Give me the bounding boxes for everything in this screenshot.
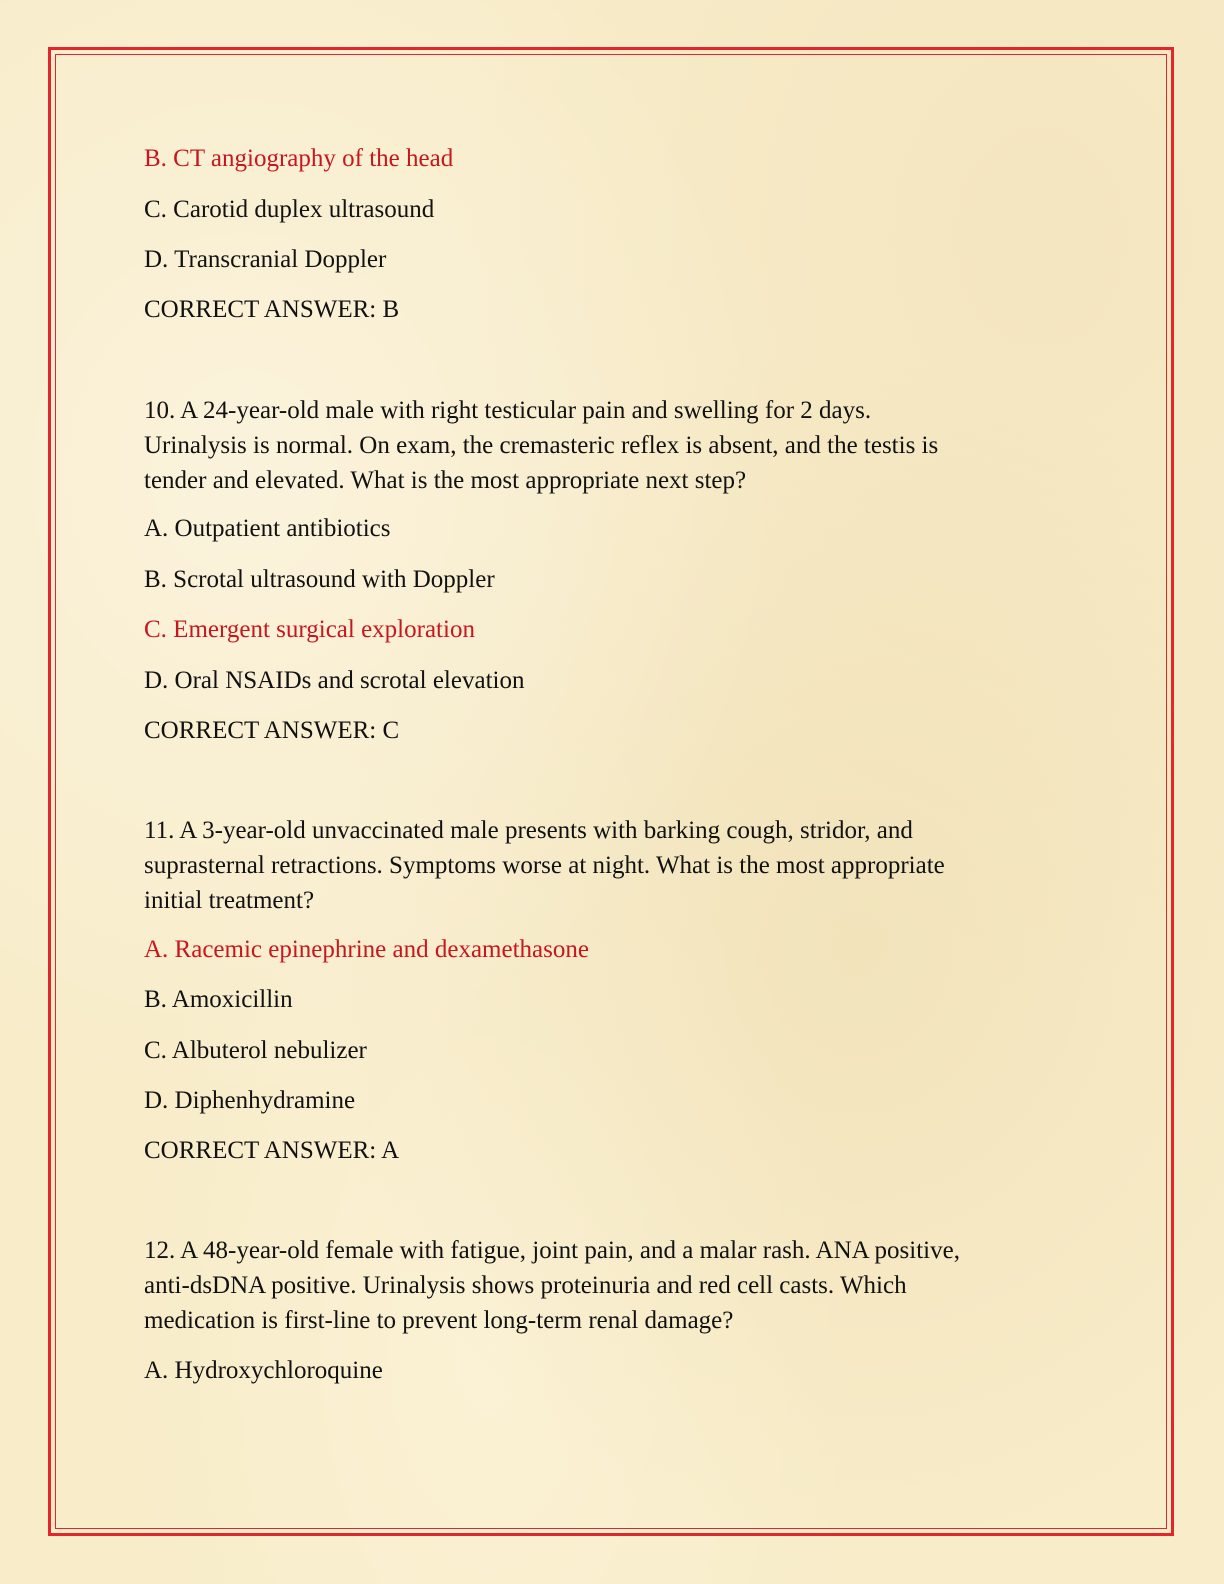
q10-option-c-correct: C. Emergent surgical exploration bbox=[144, 616, 475, 643]
question-11-stem bbox=[144, 813, 1054, 918]
q10-option-b: B. Scrotal ultrasound with Doppler bbox=[144, 566, 495, 593]
question-12-line-2: anti-dsDNA positive. Urinalysis shows proteinuria and red cell casts. Which bbox=[144, 1272, 907, 1299]
question-12-line-3: medication is first-line to prevent long-term renal damage? bbox=[144, 1307, 734, 1334]
prev-option-c: C. Carotid duplex ultrasound bbox=[144, 196, 435, 223]
q10-option-a: A. Outpatient antibiotics bbox=[144, 515, 391, 542]
question-12-line-1: 12. A 48-year-old female with fatigue, joint pain, and a malar rash. ANA positive, bbox=[144, 1237, 960, 1264]
question-10-line-3: tender and elevated. What is the most appropriate next step? bbox=[144, 467, 747, 494]
q11-option-d: D. Diphenhydramine bbox=[144, 1087, 356, 1114]
q11-option-a-correct: A. Racemic epinephrine and dexamethasone bbox=[144, 936, 589, 963]
q10-option-d: D. Oral NSAIDs and scrotal elevation bbox=[144, 667, 525, 694]
prev-option-d: D. Transcranial Doppler bbox=[144, 246, 387, 273]
q11-option-c: C. Albuterol nebulizer bbox=[144, 1037, 367, 1064]
question-11-line-1: 11. A 3-year-old unvaccinated male presents with barking cough, stridor, and bbox=[144, 817, 913, 844]
question-11-line-2: suprasternal retractions. Symptoms worse at night. What is the most appropriate bbox=[144, 852, 945, 879]
question-10-line-2: Urinalysis is normal. On exam, the cremasteric reflex is absent, and the testis is bbox=[144, 432, 939, 459]
question-10-stem bbox=[144, 393, 1054, 498]
q10-correct-answer: CORRECT ANSWER: C bbox=[144, 717, 400, 744]
prev-option-b-correct: B. CT angiography of the head bbox=[144, 145, 454, 172]
question-12-stem bbox=[144, 1233, 1054, 1338]
prev-correct-answer: CORRECT ANSWER: B bbox=[144, 296, 400, 323]
q11-correct-answer: CORRECT ANSWER: A bbox=[144, 1137, 400, 1164]
q11-option-b: B. Amoxicillin bbox=[144, 986, 293, 1013]
question-10-line-1: 10. A 24-year-old male with right testicular pain and swelling for 2 days. bbox=[144, 397, 872, 424]
question-11-line-3: initial treatment? bbox=[144, 887, 315, 914]
q12-option-a: A. Hydroxychloroquine bbox=[144, 1357, 383, 1384]
